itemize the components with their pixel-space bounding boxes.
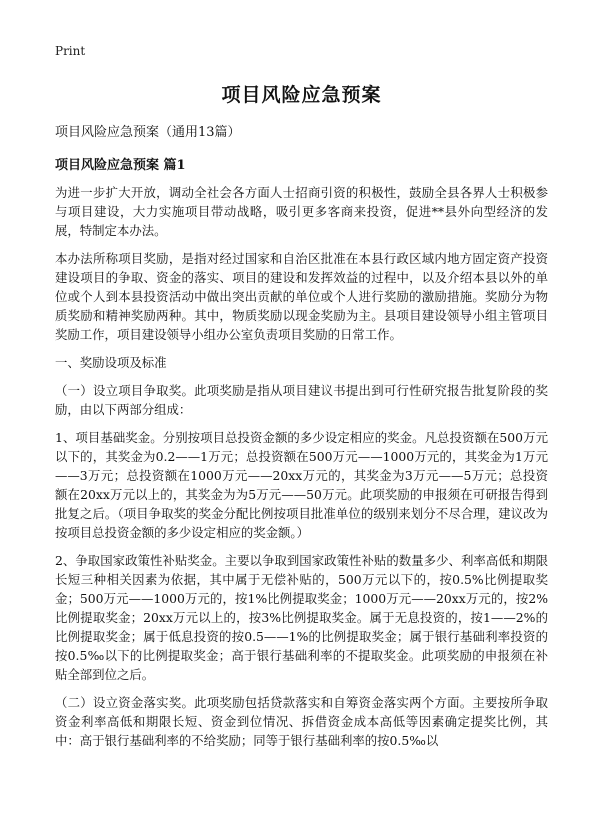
doc-subtitle: 项目风险应急预案（通用13篇） xyxy=(55,125,241,140)
paragraph-base-bonus: 1、项目基础奖金。分别按项目总投资金额的多少设定相应的奖金。凡总投资额在500万元以下的，其奖金为0.2——1万元；总投资额在500万元——1000万元的，其奖金为1万元——3万元；总投资额在1000万元——20xx万元的，其奖金为3万元——5万元；总投资额在20xx万元以上的，其奖金为为5万元——50万元。此项奖励的申报须在可研报告得到批复之后。（项目争取奖的奖金分配比例按项目批准单位的级别来划分不尽合理，建议改为按项目总投资金额的多少设定相应的奖金额。） xyxy=(55,430,548,540)
paragraph-definition: 本办法所称项目奖励，是指对经过国家和自治区批准在本县行政区域内地方固定资产投资建设项目的争取、资金的落实、项目的建设和发挥效益的过程中，以及介绍本县以外的单位或个人到本县投资活动中做出突出贡献的单位或个人进行奖励的激励措施。奖励分为物质奖励和精神奖励两种。其中，物质奖励以现金奖励为主。县项目建设领导小组主管项目奖励工作，项目建设领导小组办公室负责项目奖励的日常工作。 xyxy=(55,251,548,342)
paragraph-heading-reward-items: 一、奖励设项及标准 xyxy=(55,355,167,370)
paragraph-subsidy-bonus: 2、争取国家政策性补贴奖金。主要以争取到国家政策性补贴的数量多少、利率高低和期限长短三种相关因素为依据，其中属于无偿补贴的，500万元以下的，按0.5%比例提取奖金；500万元——1000万元的，按1%比例提取奖金；1000万元——20xx万元的，按2%比例提取奖金；20xx万元以上的，按3%比例提取奖金。属于无息投资的，按1——2%的比例提取奖金；属于低息投资的按0.5——1%的比例提取奖金；属于银行基础利率投资的按0.5‰以下的比例提取奖金；高于银行基础利率的不提取奖金。此项奖励的申报须在补贴全部到位之后。 xyxy=(55,553,548,682)
paragraph-funding-award: （二）设立资金落实奖。此项奖励包括贷款落实和自筹资金落实两个方面。主要按所争取资金利率高低和期限长短、资金到位情况、拆借资金成本高低等因素确定提奖比例，其中：高于银行基础利率的不给奖励；同等于银行基础利率的按0.5‰以 xyxy=(55,695,548,748)
paragraph-intro: 为进一步扩大开放，调动全社会各方面人士招商引资的积极性，鼓励全县各界人士积极参与项目建设，大力实施项目带动战略，吸引更多客商来投资，促进**县外向型经济的发展，特制定本办法。 xyxy=(55,185,548,238)
page-title: 项目风险应急预案 xyxy=(221,84,382,106)
section-heading: 项目风险应急预案 篇1 xyxy=(55,158,186,173)
print-label: Print xyxy=(55,44,86,58)
paragraph-project-award: （一）设立项目争取奖。此项奖励是指从项目建议书提出到可行性研究报告批复阶段的奖励，由以下两部分组成： xyxy=(55,383,548,417)
